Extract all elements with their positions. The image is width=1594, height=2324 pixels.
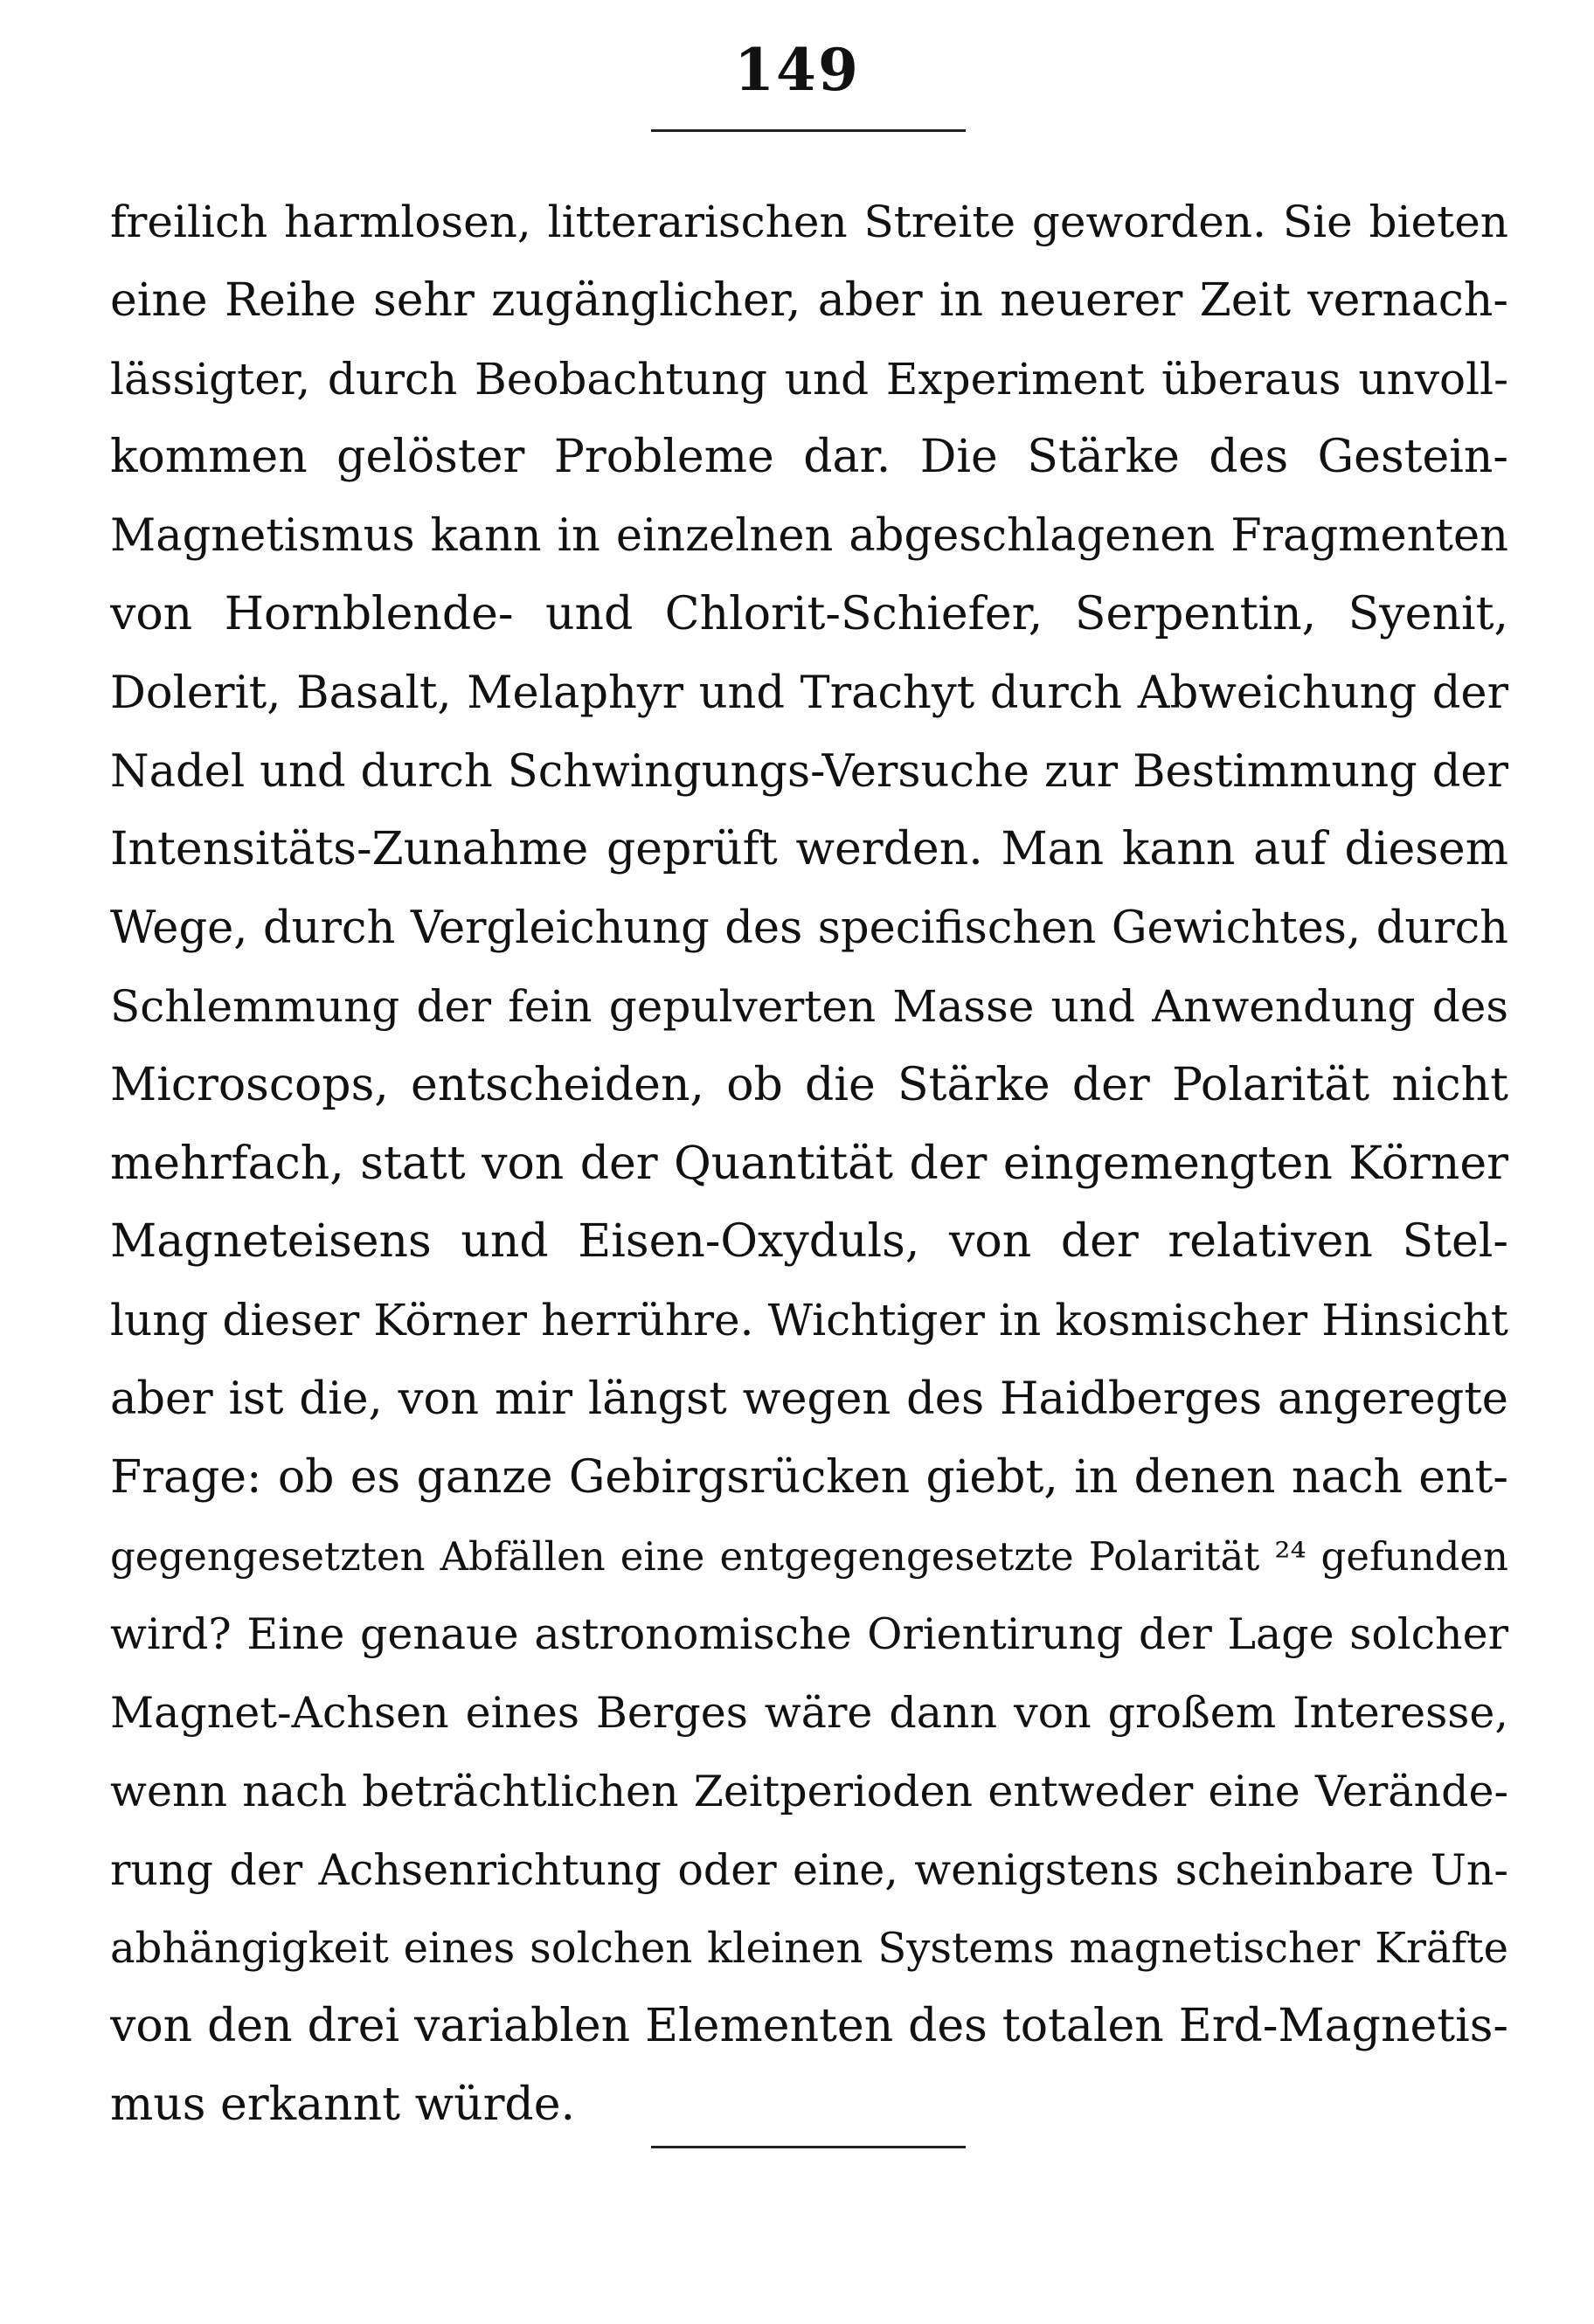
text-line: Magnetismus kann in einzelnen abgeschlagenen Fragmenten — [110, 510, 1508, 563]
text-line: lässigter, durch Beobachtung und Experiment überaus unvoll- — [110, 353, 1508, 405]
text-line: von Hornblende- und Chlorit-Schiefer, Serpentin, Syenit, — [110, 587, 1508, 640]
text-line: aber ist die, von mir längst wegen des Haidberges angeregte — [110, 1373, 1508, 1425]
text-line: mus erkannt würde. — [110, 2078, 576, 2132]
text-line: rung der Achsenrichtung oder eine, wenigstens scheinbare Un- — [110, 1844, 1508, 1895]
text-line: freilich harmlosen, litterarischen Streite geworden. Sie bieten — [110, 197, 1508, 247]
header-rule — [651, 129, 966, 132]
text-line: abhängigkeit eines solchen kleinen Systems magnetischer Kräfte — [110, 1923, 1508, 1973]
text-line: lung dieser Körner herrühre. Wichtiger in kosmischer Hinsicht — [110, 1295, 1508, 1346]
text-line: Frage: ob es ganze Gebirgsrücken giebt, in denen nach ent- — [110, 1450, 1508, 1504]
text-line: Magnet-Achsen eines Berges wäre dann von großem Interesse, — [110, 1688, 1508, 1739]
text-line: Wege, durch Vergleichung des specifischen Gewichtes, durch — [110, 903, 1508, 955]
text-line: Intensitäts-Zunahme geprüft werden. Man kann auf diesem — [110, 823, 1508, 876]
text-line: kommen gelöster Probleme dar. Die Stärke des Gestein- — [110, 431, 1508, 484]
text-line: Microscops, entscheiden, ob die Stärke der Polarität nicht — [110, 1058, 1508, 1111]
body-text — [110, 183, 1508, 2145]
text-line: Magneteisens und Eisen-Oxyduls, von der relativen Stel- — [110, 1215, 1508, 1269]
text-line: Schlemmung der fein gepulverten Masse und Anwendung des — [110, 980, 1508, 1032]
text-line: Dolerit, Basalt, Melaphyr und Trachyt durch Abweichung der — [110, 667, 1508, 719]
text-line: wenn nach beträchtlichen Zeitperioden entweder eine Verände- — [110, 1766, 1508, 1816]
text-line: wird? Eine genaue astronomische Orientirung der Lage solcher — [110, 1609, 1508, 1660]
text-line: Nadel und durch Schwingungs-Versuche zur Bestimmung der — [110, 745, 1508, 798]
text-line: eine Reihe sehr zugänglicher, aber in neuerer Zeit vernach- — [110, 273, 1508, 327]
text-line: von den drei variablen Elementen des totalen Erd-Magnetis- — [110, 2000, 1508, 2053]
page-number: 149 — [734, 36, 860, 104]
text-line: gegengesetzten Abfällen eine entgegengesetzte Polarität ²⁴ gefunden — [110, 1532, 1508, 1580]
text-line: mehrfach, statt von der Quantität der eingemengten Körner — [110, 1137, 1508, 1190]
footer-rule — [651, 2146, 966, 2148]
